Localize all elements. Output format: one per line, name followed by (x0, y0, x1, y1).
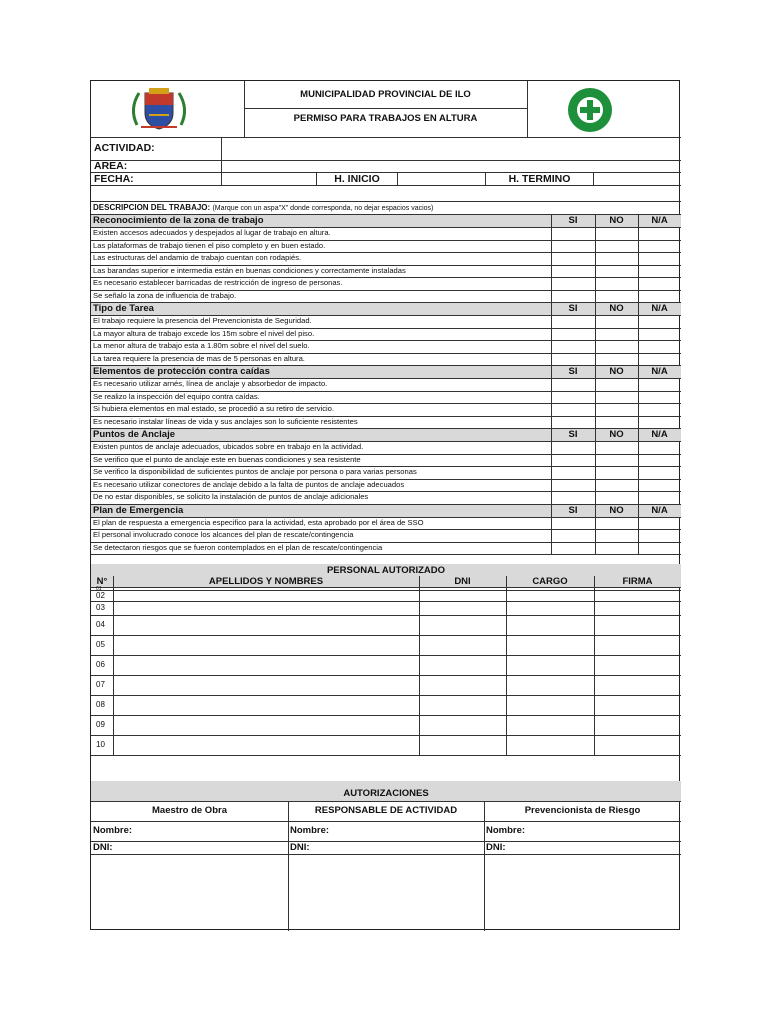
cell-cargo[interactable] (507, 656, 593, 674)
col-na-label: N/A (651, 429, 668, 440)
cell-cargo[interactable] (507, 696, 593, 714)
checkbox-si[interactable] (552, 266, 594, 277)
row-number: 03 (96, 603, 105, 612)
descripcion-label: DESCRIPCION DEL TRABAJO: (93, 203, 211, 212)
col-no-label: NO (609, 303, 624, 314)
row-number: 04 (96, 620, 105, 629)
checkbox-si[interactable] (552, 228, 594, 239)
row-number: 08 (96, 700, 105, 709)
checkbox-na[interactable] (639, 455, 680, 466)
cell-apellidos[interactable] (114, 636, 418, 654)
checkbox-no[interactable] (596, 253, 637, 264)
cell-apellidos[interactable] (114, 676, 418, 694)
actividad-label: ACTIVIDAD: (94, 142, 155, 154)
checklist-item-text: Se verifico la disponibilidad de suficientes puntos de anclaje por persona o para varias personas (93, 467, 417, 476)
col-si-label: SI (568, 429, 578, 440)
checklist-item-text: De no estar disponibles, se solicito la instalación de puntos de anclaje adicionales (93, 492, 369, 501)
cell-dni[interactable] (420, 736, 505, 754)
permit-form-sheet (90, 80, 680, 930)
header-title: MUNICIPALIDAD PROVINCIAL DE ILO (300, 89, 471, 100)
cell-apellidos[interactable] (114, 602, 418, 614)
cell-firma[interactable] (595, 591, 680, 600)
checkbox-si[interactable] (552, 543, 594, 554)
checkbox-na[interactable] (639, 467, 680, 478)
col-no-label: NO (609, 429, 624, 440)
checklist-item-text: Se señalo la zona de influencia de trabajo. (93, 290, 237, 300)
cell-firma[interactable] (595, 716, 680, 734)
dni-field[interactable] (121, 842, 286, 853)
checkbox-no[interactable] (596, 341, 637, 352)
section-title: Plan de Emergencia (93, 504, 184, 516)
checkbox-na[interactable] (639, 354, 680, 365)
col-si-label: SI (568, 215, 578, 226)
cell-dni[interactable] (420, 716, 505, 734)
row-number: 09 (96, 720, 105, 729)
checkbox-na[interactable] (639, 518, 680, 529)
cell-cargo[interactable] (507, 588, 593, 589)
cell-cargo[interactable] (507, 716, 593, 734)
header-subtitle: PERMISO PARA TRABAJOS EN ALTURA (293, 113, 478, 124)
checklist-item-text: Las plataformas de trabajo tienen el piso completo y en buen estado. (93, 240, 326, 250)
checklist-item-text: Las estructuras del andamio de trabajo cuentan con rodapiés. (93, 253, 302, 262)
cell-apellidos[interactable] (114, 696, 418, 714)
cell-dni[interactable] (420, 588, 505, 589)
cell-cargo[interactable] (507, 636, 593, 654)
checkbox-no[interactable] (596, 266, 637, 277)
signature-box[interactable] (485, 855, 680, 928)
dni-field[interactable] (318, 842, 482, 853)
cell-cargo[interactable] (507, 736, 593, 754)
col-no-label: NO (609, 504, 624, 516)
checkbox-no[interactable] (596, 417, 637, 428)
checkbox-na[interactable] (639, 266, 680, 277)
checkbox-si[interactable] (552, 518, 594, 529)
checkbox-na[interactable] (639, 379, 680, 390)
column-cargo: CARGO (532, 576, 568, 587)
checkbox-na[interactable] (639, 228, 680, 239)
checkbox-no[interactable] (596, 404, 637, 415)
area-label: AREA: (94, 160, 128, 172)
checkbox-na[interactable] (639, 492, 680, 503)
checklist-item-text: El trabajo requiere la presencia del Prevencionista de Seguridad. (93, 316, 312, 325)
row-number: 05 (96, 640, 105, 649)
checkbox-na[interactable] (639, 404, 680, 415)
checkbox-si[interactable] (552, 291, 594, 302)
checkbox-no[interactable] (596, 354, 637, 365)
h-inicio-field[interactable] (398, 173, 485, 185)
checklist-item-text: Se detectaron riesgos que se fueron contemplados en el plan de rescate/contingencia (93, 542, 383, 552)
checkbox-na[interactable] (639, 241, 680, 252)
checkbox-no[interactable] (596, 530, 637, 541)
col-si-label: SI (568, 303, 578, 314)
checkbox-si[interactable] (552, 492, 594, 503)
checkbox-si[interactable] (552, 392, 594, 403)
nombre-field[interactable] (141, 822, 286, 840)
row-number: 10 (96, 740, 105, 749)
checklist-item-text: Es necesario instalar líneas de vida y sus anclajes son lo suficiente resistentes (93, 416, 358, 426)
cell-firma[interactable] (595, 636, 680, 654)
signature-box[interactable] (92, 855, 287, 928)
checkbox-na[interactable] (639, 530, 680, 541)
area-field[interactable] (222, 161, 680, 172)
checkbox-no[interactable] (596, 392, 637, 403)
checkbox-si[interactable] (552, 455, 594, 466)
cell-firma[interactable] (595, 616, 680, 634)
descripcion-note: (Marque con un aspa"X" donde corresponda, no dejar espacios vacios) (212, 205, 434, 212)
cell-dni[interactable] (420, 591, 505, 600)
checkbox-na[interactable] (639, 316, 680, 327)
checklist-item-text: El personal involucrado conoce los alcances del plan de rescate/contingencia (93, 530, 354, 539)
checkbox-no[interactable] (596, 442, 637, 453)
checklist-item-text: Existen puntos de anclaje adecuados, ubicados sobre en trabajo en la actividad. (93, 442, 364, 451)
dni-label: DNI: (93, 842, 113, 853)
green-cross-safety-logo (567, 87, 613, 133)
checkbox-si[interactable] (552, 379, 594, 390)
checkbox-no[interactable] (596, 228, 637, 239)
checkbox-no[interactable] (596, 480, 637, 491)
checkbox-si[interactable] (552, 354, 594, 365)
checkbox-si[interactable] (552, 467, 594, 478)
checkbox-no[interactable] (596, 467, 637, 478)
checkbox-na[interactable] (639, 329, 680, 340)
checkbox-na[interactable] (639, 253, 680, 264)
checkbox-si[interactable] (552, 253, 594, 264)
checkbox-no[interactable] (596, 316, 637, 327)
row-number: 01 (96, 586, 102, 592)
checkbox-na[interactable] (639, 278, 680, 289)
cell-dni[interactable] (420, 696, 505, 714)
actividad-field[interactable] (222, 138, 680, 160)
checkbox-si[interactable] (552, 417, 594, 428)
cell-firma[interactable] (595, 696, 680, 714)
checklist-item-text: La menor altura de trabajo esta a 1.80m sobre el nivel del suelo. (93, 341, 310, 350)
cell-cargo[interactable] (507, 676, 593, 694)
nombre-field[interactable] (534, 822, 679, 840)
checkbox-na[interactable] (639, 341, 680, 352)
cell-apellidos[interactable] (114, 736, 418, 754)
column-dni: DNI (454, 576, 471, 587)
cell-firma[interactable] (595, 602, 680, 614)
cell-apellidos[interactable] (114, 616, 418, 634)
checkbox-no[interactable] (596, 278, 637, 289)
section-title: Puntos de Anclaje (93, 429, 175, 440)
checklist-item-text: Si hubiera elementos en mal estado, se procedió a su retiro de servicio. (93, 404, 335, 413)
role-title: Maestro de Obra (152, 805, 227, 816)
col-na-label: N/A (651, 303, 668, 314)
column-apellidos: APELLIDOS Y NOMBRES (208, 576, 324, 587)
checkbox-no[interactable] (596, 329, 637, 340)
checkbox-si[interactable] (552, 341, 594, 352)
h-termino-field[interactable] (594, 173, 680, 185)
checkbox-no[interactable] (596, 543, 637, 554)
section-title: Tipo de Tarea (93, 303, 154, 314)
cell-dni[interactable] (420, 636, 505, 654)
checkbox-na[interactable] (639, 543, 680, 554)
col-na-label: N/A (651, 215, 668, 226)
nombre-label: Nombre: (486, 825, 526, 836)
checklist-item-text: Es necesario utilizar arnés, línea de anclaje y absorbedor de impacto. (93, 379, 328, 388)
row-number: 02 (96, 590, 105, 600)
dni-field[interactable] (514, 842, 679, 853)
checklist-item-text: Existen accesos adecuados y despejados al lugar de trabajo en altura. (93, 228, 331, 237)
col-si-label: SI (568, 504, 578, 516)
cell-cargo[interactable] (507, 591, 593, 600)
checkbox-no[interactable] (596, 379, 637, 390)
checkbox-na[interactable] (639, 417, 680, 428)
checklist-item-text: La mayor altura de trabajo excede los 15m sobre el nivel del piso. (93, 328, 315, 338)
role-title: RESPONSABLE DE ACTIVIDAD (314, 805, 458, 816)
col-na-label: N/A (651, 504, 668, 516)
col-si-label: SI (568, 366, 578, 377)
fecha-field[interactable] (222, 173, 316, 185)
cell-dni[interactable] (420, 602, 505, 614)
checkbox-si[interactable] (552, 404, 594, 415)
checkbox-no[interactable] (596, 455, 637, 466)
checklist-item-text: El plan de respuesta a emergencia especifico para la actividad, esta aprobado por el área de SSO (93, 517, 424, 527)
h-inicio-label: H. INICIO (334, 173, 380, 185)
dni-label: DNI: (290, 842, 310, 853)
section-title: Reconocimiento de la zona de trabajo (93, 215, 264, 226)
section-title: Elementos de protección contra caídas (93, 366, 270, 377)
checkbox-no[interactable] (596, 492, 637, 503)
checkbox-na[interactable] (639, 392, 680, 403)
column-firma: FIRMA (622, 576, 653, 587)
col-na-label: N/A (651, 366, 668, 377)
cell-firma[interactable] (595, 676, 680, 694)
descripcion-line (93, 204, 433, 212)
nombre-label: Nombre: (290, 825, 330, 836)
cell-dni[interactable] (420, 656, 505, 674)
personal-title: PERSONAL AUTORIZADO (326, 565, 446, 576)
checklist-item-text: Se verifico que el punto de anclaje este en buenas condiciones y sea resistente (93, 454, 361, 464)
cell-firma[interactable] (595, 656, 680, 674)
col-no-label: NO (609, 215, 624, 226)
signature-box[interactable] (289, 855, 483, 928)
cell-firma[interactable] (595, 588, 680, 589)
checkbox-no[interactable] (596, 241, 637, 252)
checklist-item-text: La tarea requiere la presencia de mas de 5 personas en altura. (93, 353, 305, 363)
autorizaciones-title: AUTORIZACIONES (343, 788, 429, 799)
col-no-label: NO (609, 366, 624, 377)
checkbox-na[interactable] (639, 480, 680, 491)
checkbox-na[interactable] (639, 442, 680, 453)
cell-cargo[interactable] (507, 616, 593, 634)
row-number: 07 (96, 680, 105, 689)
cell-firma[interactable] (595, 736, 680, 754)
checkbox-si[interactable] (552, 278, 594, 289)
cell-apellidos[interactable] (114, 588, 418, 589)
checklist-item-text: Las barandas superior e intermedia están en buenas condiciones y correctamente instaladas (93, 265, 406, 275)
row-number: 06 (96, 660, 105, 669)
h-termino-label: H. TERMINO (508, 173, 571, 185)
checklist-item-text: Es necesario establecer barricadas de restricción de ingreso de personas. (93, 278, 343, 287)
municipal-crest-logo (127, 85, 191, 133)
checkbox-si[interactable] (552, 530, 594, 541)
checkbox-si[interactable] (552, 316, 594, 327)
checkbox-no[interactable] (596, 518, 637, 529)
cell-dni[interactable] (420, 676, 505, 694)
nombre-field[interactable] (338, 822, 482, 840)
cell-dni[interactable] (420, 616, 505, 634)
fecha-label: FECHA: (94, 173, 134, 185)
checkbox-si[interactable] (552, 442, 594, 453)
cell-cargo[interactable] (507, 602, 593, 614)
checkbox-no[interactable] (596, 291, 637, 302)
nombre-label: Nombre: (93, 825, 133, 836)
cell-apellidos[interactable] (114, 656, 418, 674)
cell-apellidos[interactable] (114, 716, 418, 734)
checklist-item-text: Se realizo la inspección del equipo contra caídas. (93, 391, 260, 401)
cell-apellidos[interactable] (114, 591, 418, 600)
checkbox-na[interactable] (639, 291, 680, 302)
checkbox-si[interactable] (552, 480, 594, 491)
role-title: Prevencionista de Riesgo (524, 805, 641, 816)
column-n: N° (96, 576, 108, 587)
checklist-item-text: Es necesario utilizar conectores de anclaje debido a la falta de puntos de anclaje adecuados (93, 479, 405, 489)
checkbox-si[interactable] (552, 329, 594, 340)
dni-label: DNI: (486, 842, 506, 853)
checkbox-si[interactable] (552, 241, 594, 252)
